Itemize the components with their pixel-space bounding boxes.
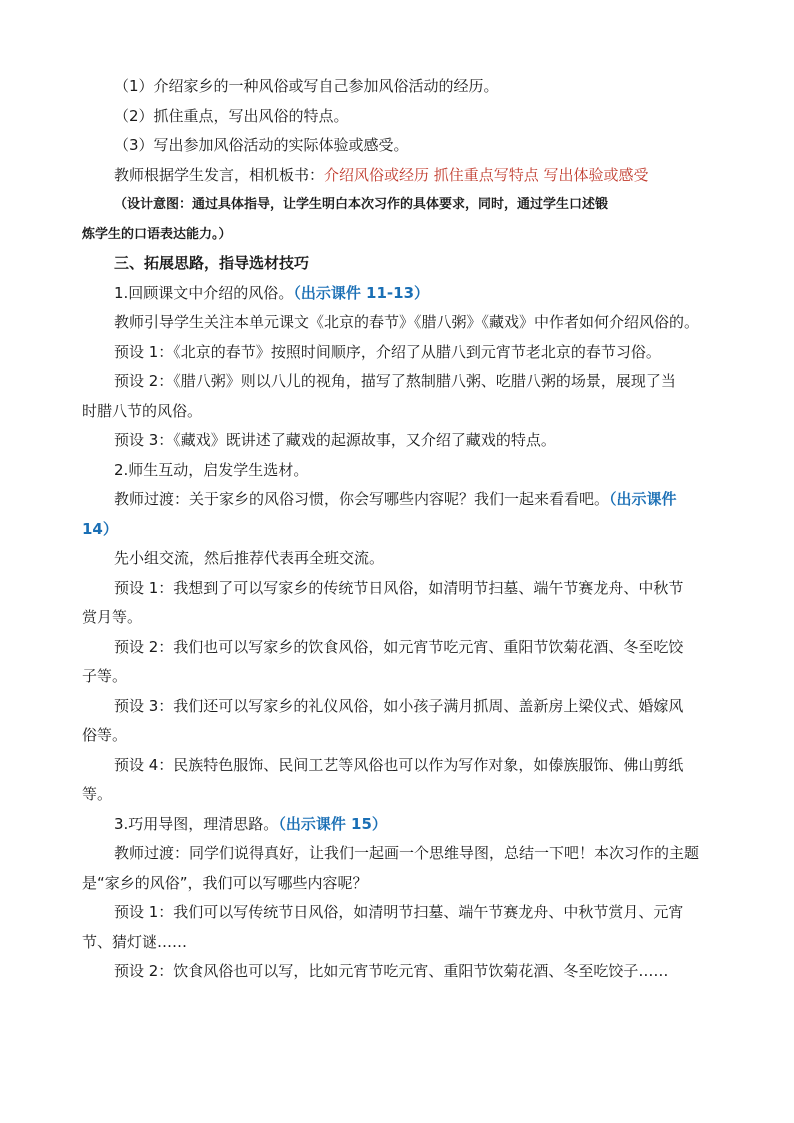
requirement-3: （3）写出参加风俗活动的实际体验或感受。	[114, 136, 409, 154]
preset-3-tibetan-opera: 预设 3：《藏戏》既讲述了藏戏的起源故事，又介绍了藏戏的特点。	[114, 431, 556, 449]
teacher-transition-line-2	[82, 515, 714, 545]
preset-4-costume-crafts-line-2: 等。	[82, 785, 113, 803]
requirement-1: （1）介绍家乡的一种风俗或写自己参加风俗活动的经历。	[114, 77, 499, 95]
requirement-2: （2）抓住重点，写出风俗的特点。	[114, 106, 349, 125]
group-discussion: 先小组交流，然后推荐代表再全班交流。	[114, 549, 385, 567]
mind-map-preset-2: 预设 2：饮食风俗也可以写，比如元宵节吃元宵、重阳节饮菊花酒、冬至吃饺子……	[114, 962, 669, 980]
mind-map-preset-1-line-1: 预设 1：我们可以写传统节日风俗，如清明节扫墓、端午节赛龙舟、中秋节赏月、元宵	[114, 903, 684, 921]
preset-3-etiquette-customs-line-1: 预设 3：我们还可以写家乡的礼仪风俗，如小孩子满月抓周、盖新房上梁仪式、婚嫁风	[114, 696, 684, 715]
preset-1-festival-customs-line-2: 赏月等。	[82, 608, 143, 626]
document-page	[82, 72, 714, 987]
mind-map-transition-line-1: 教师过渡：同学们说得真好，让我们一起画一个思维导图，总结一下吧！本次习作的主题	[114, 844, 700, 862]
board-notes-prefix: 教师根据学生发言，相机板书：	[114, 165, 325, 184]
courseware-ref-11-13: （出示课件 11-13）	[293, 283, 430, 302]
subsection-1-title	[82, 279, 714, 309]
teacher-transition-text: 教师过渡：关于家乡的风俗习惯，你会写哪些内容呢？我们一起来看看吧。	[114, 490, 610, 508]
board-notes-content: 介绍风俗或经历 抓住重点写特点 写出体验或感受	[324, 165, 649, 184]
subsection-1-intro: 教师引导学生关注本单元课文《北京的春节》《腊八粥》《藏戏》中作者如何介绍风俗的。	[114, 313, 700, 331]
design-intent-line-2: 炼学生的口语表达能力。）	[82, 226, 232, 242]
courseware-ref-14-part-2: 14）	[82, 519, 118, 538]
board-notes	[82, 161, 714, 191]
preset-4-costume-crafts-line-1: 预设 4：民族特色服饰、民间工艺等风俗也可以作为写作对象，如傣族服饰、佛山剪纸	[114, 755, 684, 774]
mind-map-preset-1-line-2: 节、猜灯谜……	[82, 932, 188, 951]
mind-map-transition-line-2: 是“家乡的风俗”，我们可以写哪些内容呢？	[82, 873, 368, 892]
preset-2-laba-porridge-line-2: 时腊八节的风俗。	[82, 401, 203, 420]
subsection-2-title: 2.师生互动，启发学生选材。	[114, 460, 309, 479]
subsection-3-title-text: 3.巧用导图，理清思路。	[114, 814, 279, 833]
courseware-ref-15: （出示课件 15）	[278, 814, 387, 833]
preset-3-etiquette-customs-line-2: 俗等。	[82, 726, 128, 744]
subsection-1-title-text: 1.回顾课文中介绍的风俗。	[114, 283, 294, 302]
preset-2-laba-porridge-line-1: 预设 2：《腊八粥》则以八儿的视角，描写了熬制腊八粥、吃腊八粥的场景，展现了当	[114, 372, 676, 390]
preset-2-food-customs-line-2: 子等。	[82, 667, 128, 685]
preset-1-beijing-spring-festival: 预设 1：《北京的春节》按照时间顺序，介绍了从腊八到元宵节老北京的春节习俗。	[114, 342, 661, 361]
subsection-3-title	[82, 810, 714, 840]
courseware-ref-14-part-1: （出示课件	[609, 490, 677, 508]
teacher-transition-line-1	[82, 485, 714, 515]
design-intent-line-1: （设计意图：通过具体指导，让学生明白本次习作的具体要求，同时，通过学生口述锻	[114, 197, 609, 212]
preset-1-festival-customs-line-1: 预设 1：我想到了可以写家乡的传统节日风俗，如清明节扫墓、端午节赛龙舟、中秋节	[114, 578, 684, 597]
preset-2-food-customs-line-1: 预设 2：我们也可以写家乡的饮食风俗，如元宵节吃元宵、重阳节饮菊花酒、冬至吃饺	[114, 637, 684, 656]
section-3-heading: 三、拓展思路，指导选材技巧	[114, 254, 310, 272]
